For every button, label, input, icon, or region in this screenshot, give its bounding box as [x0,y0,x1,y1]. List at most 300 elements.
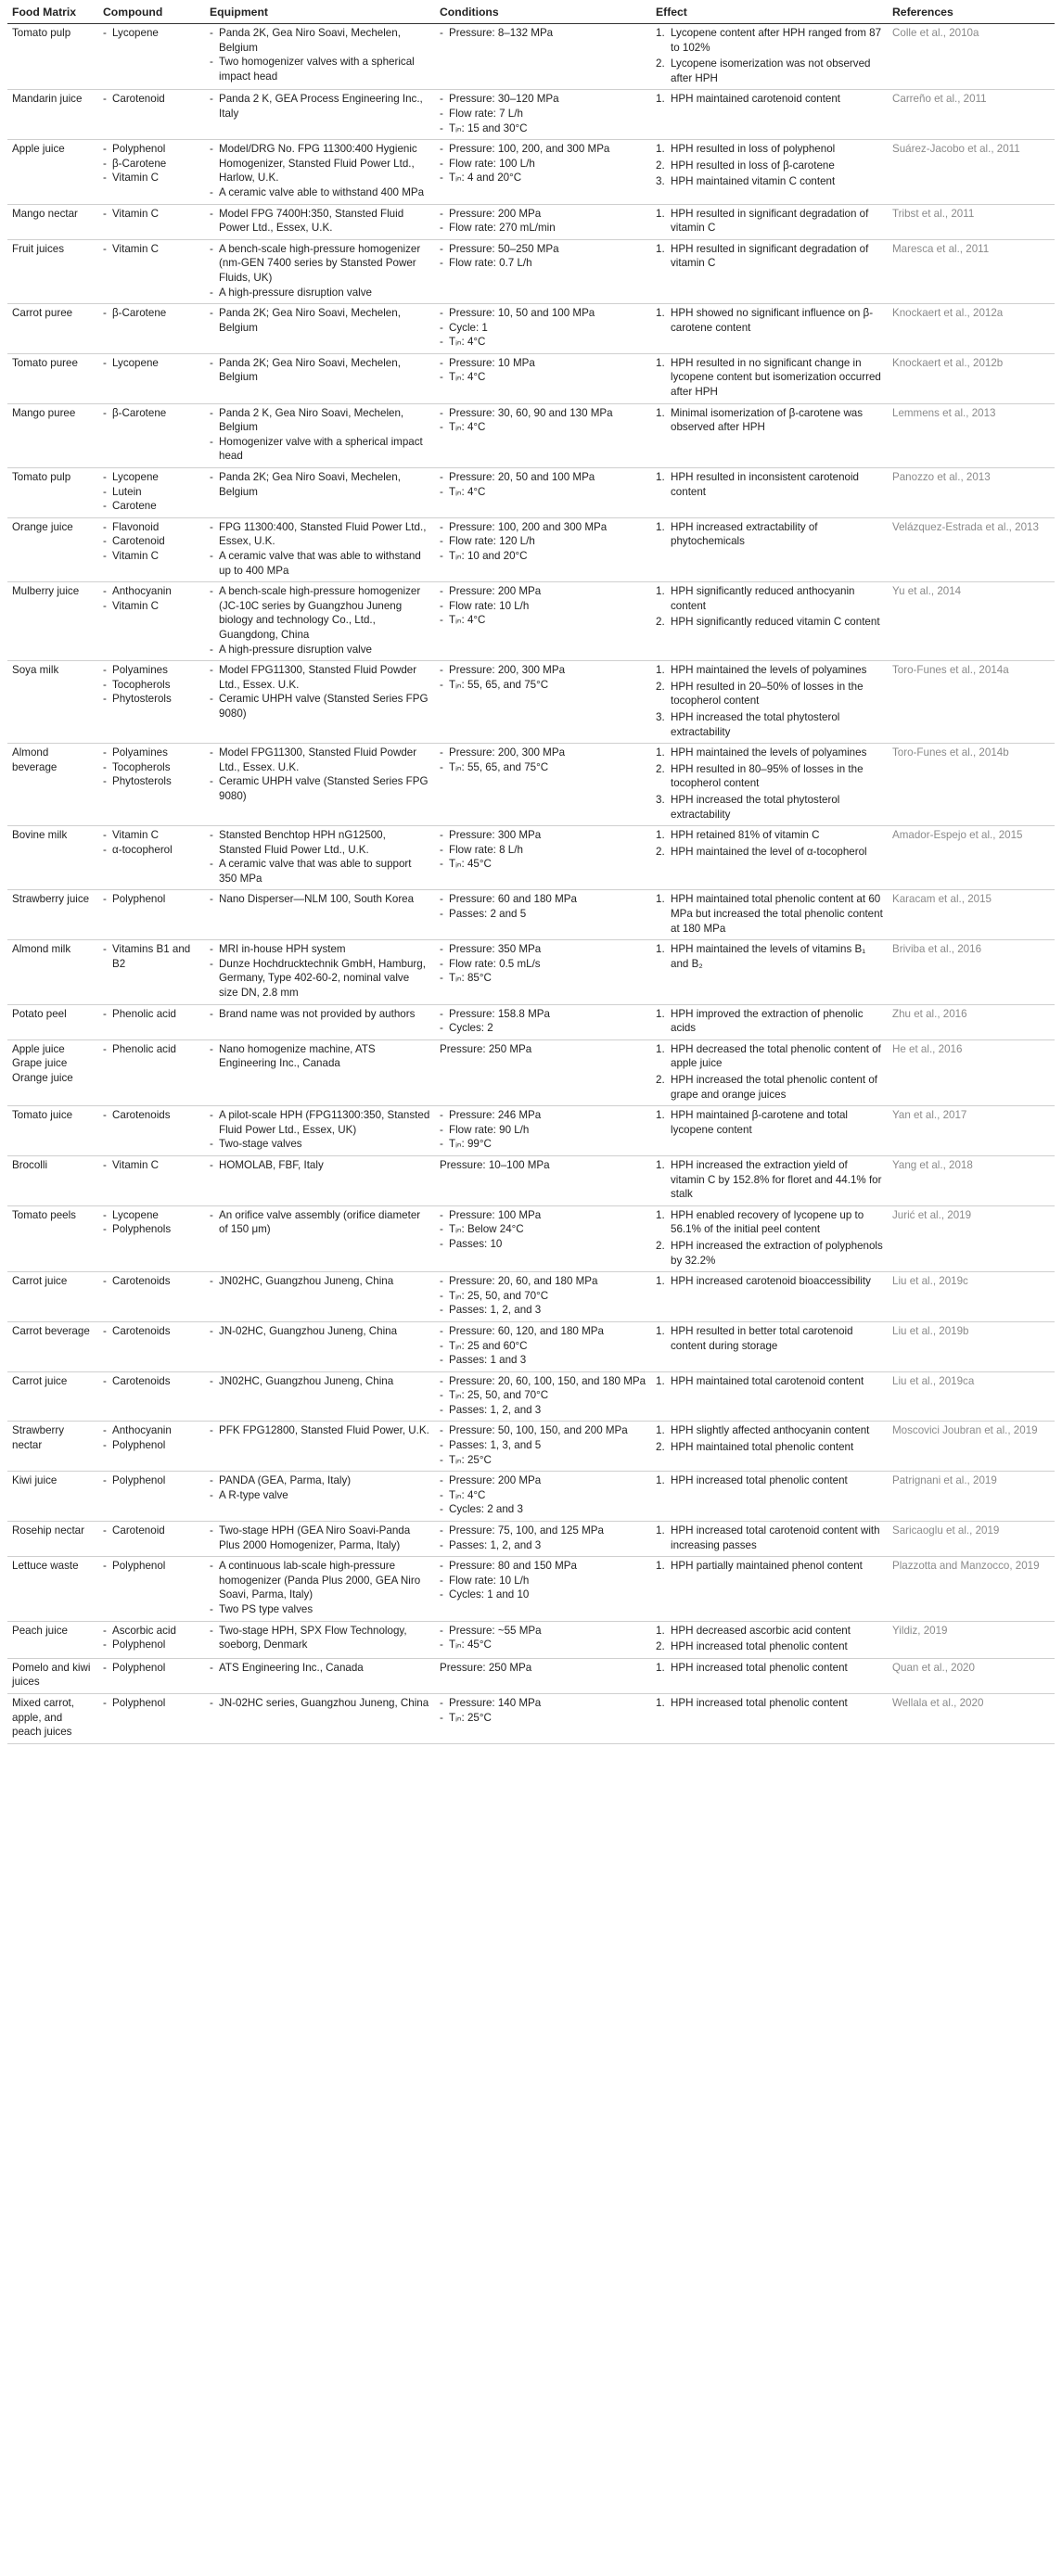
conditions-list [440,207,646,236]
reference-cell: Liu et al., 2019ca [888,1371,1055,1422]
conditions-cell [435,304,651,354]
equipment-item: - Nano homogenize machine, ATS Engineering Inc., Canada [210,1042,430,1071]
equipment-cell [205,661,435,744]
reference-cell: Toro-Funes et al., 2014b [888,744,1055,826]
compound-list [103,1208,200,1237]
compound-cell [98,1621,205,1658]
table-row [7,1621,1055,1658]
compound-cell [98,1522,205,1557]
table-row [7,582,1055,661]
conditions-item: - Flow rate: 100 L/h [440,157,646,172]
compound-list [103,356,200,371]
effect-cell [651,661,888,744]
compound-item: - Lycopene [103,470,200,485]
conditions-item: - Pressure: 100 MPa [440,1208,646,1223]
food-matrix-cell [7,1658,98,1693]
food-matrix-line: Pomelo and kiwi juices [12,1661,91,1689]
reference-cell: Yu et al., 2014 [888,582,1055,661]
equipment-cell [205,890,435,940]
table-row [7,661,1055,744]
conditions-item: - Tᵢₙ: 25, 50, and 70°C [440,1388,646,1403]
table-row [7,517,1055,581]
compound-item: - Lycopene [103,1208,200,1223]
conditions-item: - Tᵢₙ: 4°C [440,420,646,435]
food-matrix-line: Mango puree [12,406,76,419]
conditions-cell [435,744,651,826]
reference-cell: Carreño et al., 2011 [888,90,1055,140]
compound-list [103,1661,200,1676]
equipment-item: - Stansted Benchtop HPH nG12500, Stansted Fluid Power Ltd., U.K. [210,828,430,857]
effect-item: 1. HPH increased the extraction yield of vitamin C by 152.8% for floret and 44.1% for stalk [656,1158,883,1202]
compound-item: - Carotenoids [103,1374,200,1389]
food-matrix-line: Bovine milk [12,829,68,842]
conditions-cell [435,582,651,661]
equipment-item: - A bench-scale high-pressure homogenizer (JC-10C series by Guangzhou Juneng biology and technology Co., Ltd., Guangdong, China [210,584,430,642]
header-effect: Effect [651,5,888,24]
conditions-cell [435,403,651,467]
compound-list [103,306,200,321]
table-row [7,890,1055,940]
table-row [7,1321,1055,1371]
effect-item: 1. Lycopene content after HPH ranged from 87 to 102% [656,26,883,55]
equipment-cell [205,1693,435,1743]
equipment-cell [205,1106,435,1156]
equipment-item: - Model FPG11300, Stansted Fluid Powder Ltd., Essex. U.K. [210,663,430,692]
conditions-list [440,1524,646,1552]
conditions-cell [435,1472,651,1522]
compound-item: - Vitamin C [103,599,200,614]
equipment-list [210,1007,430,1022]
food-matrix-line: Strawberry nectar [12,1424,65,1452]
conditions-item: - Pressure: 200 MPa [440,1473,646,1488]
effect-list [656,663,883,739]
equipment-list [210,470,430,499]
conditions-list [440,26,646,41]
conditions-item: - Pressure: 50–250 MPa [440,242,646,257]
equipment-list [210,1274,430,1289]
equipment-list [210,663,430,721]
equipment-item: - Homogenizer valve with a spherical impact head [210,435,430,464]
conditions-cell [435,517,651,581]
conditions-item: - Flow rate: 120 L/h [440,534,646,549]
conditions-cell [435,353,651,403]
compound-list [103,1042,200,1057]
equipment-item: - Panda 2K, Gea Niro Soavi, Mechelen, Belgium [210,26,430,55]
food-matrix-cell [7,890,98,940]
compound-item: - Carotenoid [103,92,200,107]
reference-cell: Amador-Espejo et al., 2015 [888,826,1055,890]
compound-cell [98,1472,205,1522]
conditions-list [440,1007,646,1036]
effect-list [656,207,883,236]
table-row [7,1004,1055,1039]
conditions-list [440,470,646,499]
conditions-item: - Pressure: 200, 300 MPa [440,663,646,678]
conditions-item: - Passes: 1, 2, and 3 [440,1538,646,1553]
food-matrix-line: Orange juice [12,520,73,533]
effect-cell [651,517,888,581]
compound-item: - β-Carotene [103,306,200,321]
compound-item: - Phytosterols [103,774,200,789]
compound-cell [98,940,205,1004]
food-matrix-line: Carrot puree [12,307,73,320]
equipment-item: - Model FPG11300, Stansted Fluid Powder Ltd., Essex. U.K. [210,746,430,774]
conditions-list [440,746,646,774]
equipment-item: - Two-stage HPH (GEA Niro Soavi-Panda Plus 2000 Homogenizer, Parma, Italy) [210,1524,430,1552]
equipment-item: - A ceramic valve that was able to withstand up to 400 MPa [210,549,430,578]
effect-cell [651,826,888,890]
compound-cell [98,1658,205,1693]
effect-item: 1. HPH resulted in better total carotenoid content during storage [656,1324,883,1353]
equipment-list [210,942,430,1000]
effect-item: 1. HPH improved the extraction of phenolic acids [656,1007,883,1036]
equipment-item: - Panda 2K; Gea Niro Soavi, Mechelen, Belgium [210,356,430,385]
equipment-list [210,1559,430,1616]
reference-cell: Wellala et al., 2020 [888,1693,1055,1743]
conditions-cell [435,1557,651,1621]
table-row [7,1658,1055,1693]
equipment-item: - PFK FPG12800, Stansted Fluid Power, U.K. [210,1423,430,1438]
conditions-cell [435,661,651,744]
effect-item: 1. HPH maintained the levels of polyamines [656,746,883,760]
compound-list [103,26,200,41]
conditions-list [440,663,646,692]
conditions-cell [435,1658,651,1693]
effect-item: 1. HPH increased total phenolic content [656,1696,883,1711]
effect-item: 2. HPH maintained total phenolic content [656,1440,883,1455]
food-matrix-cell [7,1272,98,1322]
compound-cell [98,1205,205,1271]
conditions-item: - Flow rate: 10 L/h [440,599,646,614]
conditions-list [440,1624,646,1652]
compound-list [103,142,200,185]
effect-list [656,942,883,971]
food-matrix-line: Strawberry juice [12,893,90,906]
compound-item: - Phenolic acid [103,1042,200,1057]
conditions-cell [435,826,651,890]
effect-item: 2. HPH increased the total phenolic content of grape and orange juices [656,1073,883,1102]
equipment-item: - JN02HC, Guangzhou Juneng, China [210,1274,430,1289]
reference-cell: Patrignani et al., 2019 [888,1472,1055,1522]
food-matrix-line: Mixed carrot, apple, and peach juices [12,1696,75,1739]
equipment-item: - A bench-scale high-pressure homogenizer (nm-GEN 7400 series by Stansted Power Fluids, UK) [210,242,430,286]
effect-cell [651,890,888,940]
conditions-item: - Tᵢₙ: 4 and 20°C [440,171,646,185]
food-matrix-cell [7,304,98,354]
conditions-item: - Tᵢₙ: 25 and 60°C [440,1339,646,1354]
table-row [7,304,1055,354]
conditions-item: - Cycle: 1 [440,321,646,336]
effect-list [656,1524,883,1552]
compound-cell [98,826,205,890]
effect-list [656,1374,883,1389]
conditions-cell [435,204,651,239]
compound-item: - Phenolic acid [103,1007,200,1022]
effect-list [656,1423,883,1454]
food-matrix-cell [7,140,98,204]
reference-cell: Panozzo et al., 2013 [888,468,1055,518]
conditions-item: - Tᵢₙ: 4°C [440,370,646,385]
effect-item: 1. HPH partially maintained phenol content [656,1559,883,1574]
conditions-item: - Pressure: 20, 60, 100, 150, and 180 MPa [440,1374,646,1389]
effect-list [656,406,883,435]
equipment-list [210,1208,430,1237]
food-matrix-cell [7,1155,98,1205]
conditions-list [440,584,646,628]
effect-item: 1. Minimal isomerization of β-carotene was observed after HPH [656,406,883,435]
food-matrix-line: Tomato puree [12,356,78,369]
food-matrix-cell [7,1422,98,1472]
equipment-item: - Panda 2K; Gea Niro Soavi, Mechelen, Belgium [210,306,430,335]
compound-list [103,520,200,564]
effect-cell [651,90,888,140]
food-matrix-cell [7,940,98,1004]
equipment-list [210,1324,430,1339]
equipment-item: - Two-stage valves [210,1137,430,1152]
conditions-item: - Flow rate: 0.5 mL/s [440,957,646,972]
table-row [7,940,1055,1004]
table-row [7,744,1055,826]
compound-list [103,1274,200,1289]
compound-cell [98,890,205,940]
conditions-item: - Tᵢₙ: 25, 50, and 70°C [440,1289,646,1304]
food-matrix-cell [7,468,98,518]
table-row [7,403,1055,467]
conditions-item: - Tᵢₙ: 15 and 30°C [440,121,646,136]
equipment-cell [205,1621,435,1658]
conditions-item: - Pressure: 8–132 MPa [440,26,646,41]
equipment-cell [205,1422,435,1472]
compound-item: - Vitamin C [103,1158,200,1173]
conditions-item: - Flow rate: 270 mL/min [440,221,646,236]
table-row [7,140,1055,204]
effect-list [656,142,883,189]
equipment-cell [205,239,435,303]
equipment-cell [205,826,435,890]
conditions-item: - Passes: 2 and 5 [440,907,646,922]
compound-item: - Lycopene [103,26,200,41]
food-matrix-cell [7,1557,98,1621]
compound-list [103,746,200,789]
compound-list [103,828,200,857]
effect-cell [651,1557,888,1621]
conditions-item: - Pressure: ~55 MPa [440,1624,646,1639]
conditions-item: - Pressure: 300 MPa [440,828,646,843]
effect-cell [651,204,888,239]
conditions-item: - Passes: 1, 2, and 3 [440,1303,646,1318]
equipment-item: - Ceramic UHPH valve (Stansted Series FPG 9080) [210,774,430,803]
conditions-cell [435,890,651,940]
header-compound: Compound [98,5,205,24]
effect-cell [651,403,888,467]
compound-cell [98,1039,205,1105]
compound-item: - Polyphenols [103,1222,200,1237]
compound-cell [98,1272,205,1322]
food-matrix-line: Brocolli [12,1158,48,1171]
compound-list [103,942,200,971]
compound-list [103,1524,200,1538]
reference-cell: He et al., 2016 [888,1039,1055,1105]
effect-cell [651,1371,888,1422]
compound-cell [98,1371,205,1422]
compound-item: - Phytosterols [103,692,200,707]
conditions-list [440,1696,646,1725]
food-matrix-line: Apple juice [12,143,65,156]
table-row [7,1522,1055,1557]
effect-list [656,584,883,630]
equipment-list [210,1158,430,1173]
equipment-cell [205,517,435,581]
compound-item: - Polyphenol [103,142,200,157]
effect-item: 2. HPH resulted in 80–95% of losses in the tocopherol content [656,762,883,791]
food-matrix-cell [7,90,98,140]
equipment-list [210,92,430,121]
compound-item: - Polyphenol [103,1438,200,1453]
equipment-item: - HOMOLAB, FBF, Italy [210,1158,430,1173]
compound-cell [98,204,205,239]
reference-cell: Liu et al., 2019b [888,1321,1055,1371]
food-matrix-cell [7,744,98,826]
food-matrix-cell [7,1321,98,1371]
effect-list [656,1324,883,1353]
effect-item: 2. HPH significantly reduced vitamin C content [656,615,883,630]
table-row [7,1155,1055,1205]
food-matrix-line: Tomato pulp [12,471,71,484]
conditions-list [440,142,646,185]
equipment-cell [205,468,435,518]
food-matrix-line: Carrot beverage [12,1324,90,1337]
equipment-item: - A ceramic valve that was able to support 350 MPa [210,857,430,886]
effect-cell [651,744,888,826]
conditions-list [440,942,646,986]
conditions-item: - Pressure: 10, 50 and 100 MPa [440,306,646,321]
effect-cell [651,1472,888,1522]
equipment-cell [205,1272,435,1322]
compound-item: - Lutein [103,485,200,500]
effect-item: 1. HPH enabled recovery of lycopene up to 56.1% of the initial peel content [656,1208,883,1237]
equipment-list [210,1423,430,1438]
conditions-cell [435,1371,651,1422]
reference-cell: Maresca et al., 2011 [888,239,1055,303]
effect-item: 3. HPH maintained vitamin C content [656,174,883,189]
conditions-list [440,1108,646,1152]
food-matrix-line: Almond beverage [12,746,58,773]
effect-cell [651,140,888,204]
reference-cell: Velázquez-Estrada et al., 2013 [888,517,1055,581]
reference-cell: Quan et al., 2020 [888,1658,1055,1693]
effect-cell [651,1658,888,1693]
effect-item: 1. HPH retained 81% of vitamin C [656,828,883,843]
effect-list [656,92,883,107]
conditions-item: - Pressure: 200 MPa [440,584,646,599]
compound-cell [98,90,205,140]
equipment-cell [205,1557,435,1621]
table-row [7,1472,1055,1522]
header-row [7,5,1055,24]
equipment-list [210,892,430,907]
food-matrix-line: Peach juice [12,1624,68,1637]
equipment-list [210,306,430,335]
conditions-list [440,1274,646,1318]
food-matrix-line: Tomato peels [12,1208,76,1221]
equipment-cell [205,353,435,403]
food-matrix-cell [7,1205,98,1271]
compound-item: - Polyamines [103,663,200,678]
compound-cell [98,1422,205,1472]
reference-cell: Yang et al., 2018 [888,1155,1055,1205]
equipment-list [210,1661,430,1676]
conditions-list [440,92,646,135]
conditions-list [440,1559,646,1602]
table-row [7,239,1055,303]
conditions-list [440,1423,646,1467]
effect-cell [651,1522,888,1557]
food-matrix-line: Mulberry juice [12,585,80,598]
conditions-item: - Pressure: 100, 200 and 300 MPa [440,520,646,535]
effect-list [656,1624,883,1654]
effect-item: 1. HPH resulted in inconsistent carotenoid content [656,470,883,499]
compound-list [103,406,200,421]
table-row [7,1039,1055,1105]
effect-list [656,1007,883,1036]
conditions-cell [435,24,651,90]
equipment-item: - Two-stage HPH, SPX Flow Technology, soeborg, Denmark [210,1624,430,1652]
food-matrix-cell [7,1004,98,1039]
conditions-item: - Pressure: 100, 200, and 300 MPa [440,142,646,157]
conditions-cell [435,1039,651,1105]
compound-cell [98,517,205,581]
reference-cell: Liu et al., 2019c [888,1272,1055,1322]
food-matrix-cell [7,1106,98,1156]
effect-list [656,1042,883,1102]
compound-item: - Vitamin C [103,549,200,564]
compound-cell [98,304,205,354]
effect-cell [651,1272,888,1322]
food-matrix-cell [7,353,98,403]
effect-cell [651,1004,888,1039]
conditions-item: - Pressure: 30–120 MPa [440,92,646,107]
table-row [7,90,1055,140]
conditions-cell [435,1272,651,1322]
compound-list [103,242,200,257]
conditions-list [440,520,646,564]
conditions-cell [435,1621,651,1658]
reference-cell: Suárez-Jacobo et al., 2011 [888,140,1055,204]
equipment-item: - JN-02HC series, Guangzhou Juneng, China [210,1696,430,1711]
table-row [7,1557,1055,1621]
conditions-item: - Passes: 1, 3, and 5 [440,1438,646,1453]
food-matrix-line: Mandarin juice [12,93,83,106]
food-matrix-cell [7,204,98,239]
food-matrix-line: Lettuce waste [12,1560,79,1573]
conditions-item: - Pressure: 200, 300 MPa [440,746,646,760]
effect-cell [651,1155,888,1205]
conditions-cell [435,1106,651,1156]
conditions-item: - Passes: 1, 2, and 3 [440,1403,646,1418]
compound-item: - Polyamines [103,746,200,760]
compound-cell [98,1004,205,1039]
compound-item: - Vitamins B1 and B2 [103,942,200,971]
compound-item: - Polyphenol [103,1661,200,1676]
equipment-item: - JN02HC, Guangzhou Juneng, China [210,1374,430,1389]
effect-list [656,520,883,549]
compound-list [103,1324,200,1339]
effect-list [656,356,883,400]
conditions-item: - Flow rate: 7 L/h [440,107,646,121]
compound-list [103,892,200,907]
reference-cell: Yildiz, 2019 [888,1621,1055,1658]
reference-cell: Toro-Funes et al., 2014a [888,661,1055,744]
